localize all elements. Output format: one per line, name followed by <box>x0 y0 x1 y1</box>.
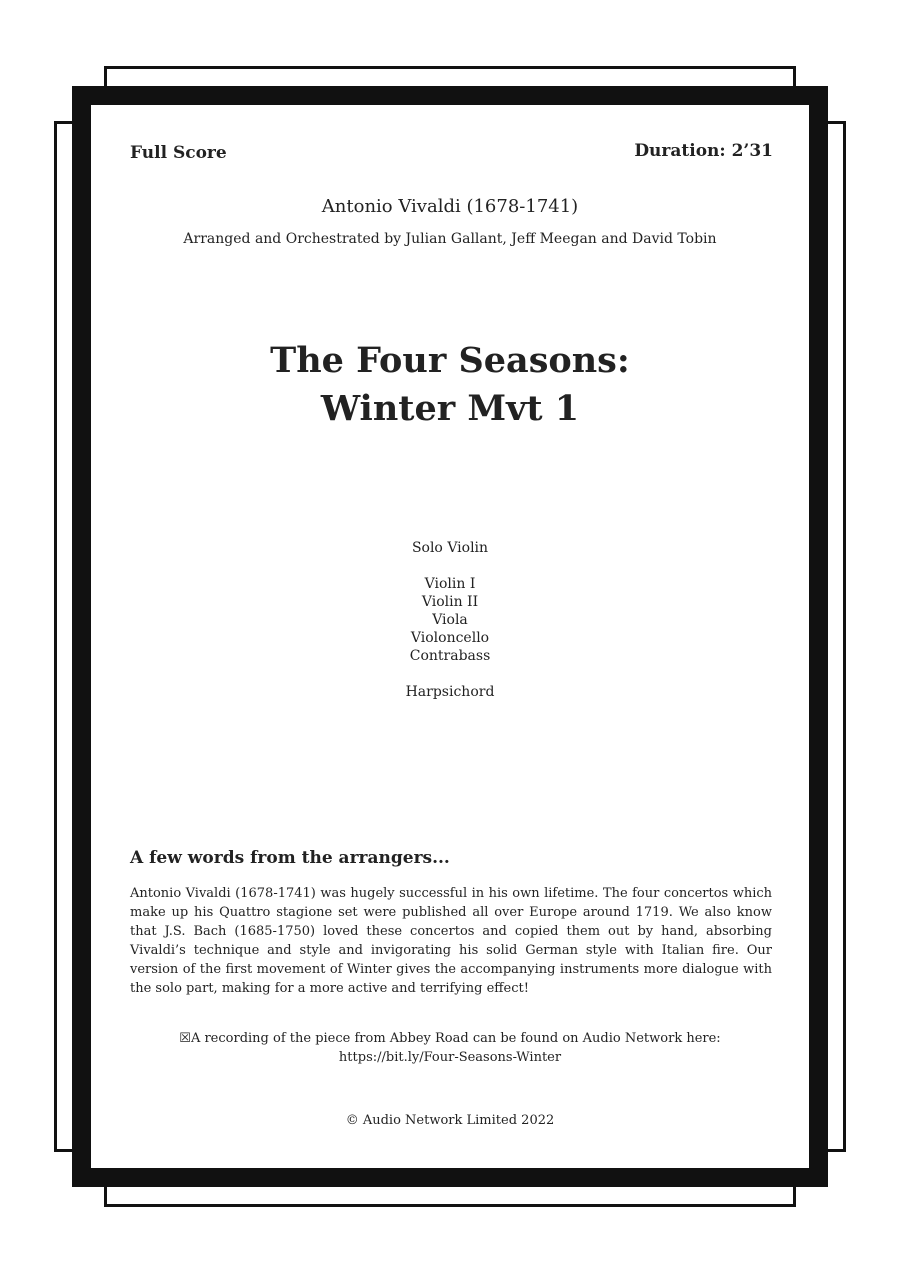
full-score-label: Full Score <box>130 143 227 163</box>
instrument-violin-2: Violin II <box>421 594 479 610</box>
recording-info <box>91 1029 809 1067</box>
instrument-gap <box>91 665 809 683</box>
title-line-2: Winter Mvt 1 <box>320 388 580 429</box>
composer-name: Antonio Vivaldi (1678-1741) <box>321 196 579 217</box>
instrument-viola: Viola <box>432 612 468 628</box>
score-cover-page <box>91 105 809 1168</box>
instrument-list <box>91 539 809 701</box>
duration-label: Duration: 2’31 <box>634 141 773 161</box>
instrument-contrabass: Contrabass <box>409 648 491 664</box>
recording-link[interactable]: https://bit.ly/Four-Seasons-Winter <box>338 1050 562 1065</box>
instrument-gap <box>91 557 809 575</box>
title-line-1: The Four Seasons: <box>270 340 630 381</box>
page-title <box>91 337 809 433</box>
copyright-notice: © Audio Network Limited 2022 <box>345 1113 555 1128</box>
arrangers-credit: Arranged and Orchestrated by Julian Gallant, Jeff Meegan and David Tobin <box>183 231 717 247</box>
arrangers-notes-heading: A few words from the arrangers... <box>130 848 450 868</box>
instrument-harpsichord: Harpsichord <box>405 684 495 700</box>
instrument-solo-violin: Solo Violin <box>411 540 489 556</box>
instrument-violoncello: Violoncello <box>410 630 490 646</box>
arrangers-notes-body: Antonio Vivaldi (1678-1741) was hugely successful in his own lifetime. The four concertos which make up his Quattro stagione set were published all over Europe around 1719. We also know that J.S. Bach (1685-1750) loved these concertos and copied them out by hand, absorbing Vivaldi’s technique and style and invigorating his solid German style with Italian fire. Our version of the first movement of Winter gives the accompanying instruments more dialogue with the solo part, making for a more active and terrifying effect! <box>130 886 772 996</box>
recording-text: ☒A recording of the piece from Abbey Road can be found on Audio Network here: <box>179 1031 721 1046</box>
instrument-violin-1: Violin I <box>424 576 476 592</box>
